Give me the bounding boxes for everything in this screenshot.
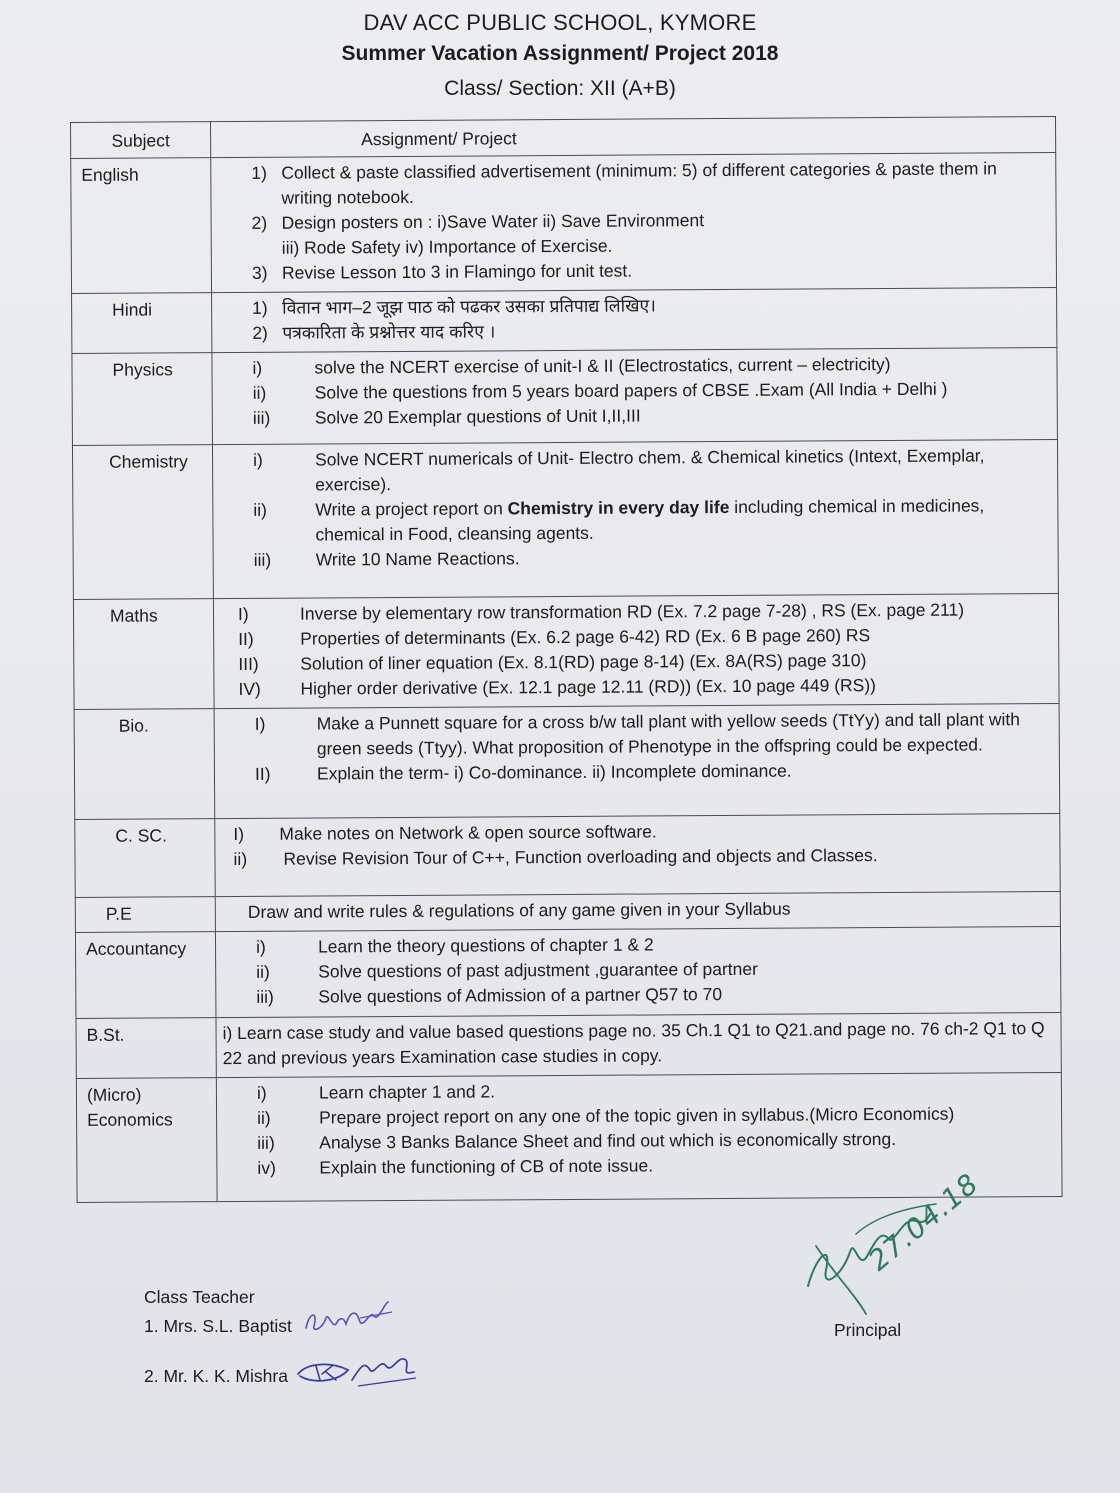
item-text: Explain the term- i) Co-dominance. ii) Incomplete dominance. — [316, 760, 792, 784]
item-text: Solve questions of past adjustment ,guarantee of partner — [318, 958, 758, 982]
item-number: IV) — [238, 678, 261, 699]
principal-signature-date: 27.04.18 — [862, 1166, 985, 1278]
assignment-column-header: Assignment/ Project — [211, 116, 1056, 157]
assignment-chemistry — [212, 439, 1058, 598]
item-text: Inverse by elementary row transformation RD (Ex. 7.2 page 7-28) , RS (Ex. page 211) — [299, 599, 965, 624]
item-text: Design posters on : i)Save Water ii) Save Environment — [281, 210, 705, 233]
item-text: Analyse 3 Banks Balance Sheet and find out which is economically strong. — [319, 1128, 897, 1153]
item-number: 2) — [252, 322, 268, 343]
subject-economics — [76, 1078, 217, 1203]
list-item — [254, 543, 1048, 573]
item-number — [252, 236, 282, 261]
subject-economics-line2: Economics — [87, 1109, 173, 1130]
item-number: 1) — [252, 297, 268, 318]
item-number: ii) — [233, 848, 248, 870]
table-row — [72, 439, 1058, 599]
item-number: ii) — [252, 382, 267, 403]
table-row — [72, 347, 1058, 445]
item-text: Solve NCERT numericals of Unit- Electro chem. & Chemical kinetics (Intext, Exemplar, exercise). — [315, 445, 985, 495]
assignment-business-studies: i) Learn case study and value based questions page no. 35 Ch.1 Q1 to Q21.and page no. 76 ch-2 Q1 to Q 22 and previous years Examination case studies in copy. — [216, 1012, 1061, 1077]
list-item — [233, 842, 1049, 872]
item-number: II) — [238, 628, 254, 649]
subject-physics: Physics — [72, 353, 213, 446]
item-text-start: Write a project report on — [315, 498, 508, 520]
subject-english: English — [71, 158, 212, 294]
table-row — [76, 1012, 1061, 1078]
item-number: i) — [255, 936, 266, 957]
table-row — [72, 287, 1057, 353]
assignment-physics — [212, 347, 1058, 444]
school-name: DAV ACC PUBLIC SCHOOL, KYMORE — [363, 10, 757, 35]
item-number: i) — [253, 449, 263, 470]
item-number: i) — [256, 1082, 267, 1103]
assignment-english — [211, 152, 1057, 292]
subject-economics-line1: (Micro) — [86, 1084, 142, 1105]
item-number: I) — [254, 713, 266, 734]
item-text-bold: Chemistry in every day life — [507, 496, 730, 519]
assignment-computer-science — [215, 813, 1060, 896]
list-item — [256, 980, 1050, 1010]
list-item — [255, 757, 1049, 787]
item-text — [315, 493, 1047, 547]
subject-maths: Maths — [73, 599, 214, 710]
assignment-hindi — [212, 287, 1057, 352]
item-text: Write 10 Name Reactions. — [315, 548, 520, 570]
item-text: Revise Lesson 1to 3 in Flamingo for unit test. — [281, 260, 633, 283]
table-row — [75, 813, 1060, 897]
table-header-row — [71, 116, 1056, 158]
item-number: II) — [254, 763, 271, 784]
item-text: वितान भाग–2 जूझ पाठ को पढकर उसका प्रतिपाद्य लिखिए। — [282, 295, 656, 318]
list-item — [255, 707, 1049, 762]
item-number: I) — [233, 823, 245, 845]
subject-pe: P.E — [75, 897, 215, 933]
assignment-table — [70, 116, 1063, 1203]
item-text: Properties of determinants (Ex. 6.2 page 6-42) RD (Ex. 6 B page 260) RS — [300, 625, 871, 649]
item-text: iii) Rode Safety iv) Importance of Exercise. — [281, 235, 613, 258]
table-row — [73, 593, 1059, 709]
list-item — [238, 672, 1048, 702]
item-number: ii) — [256, 961, 270, 982]
item-text: Prepare project report on any one of the topic given in syllabus.(Micro Economics) — [319, 1103, 955, 1128]
item-text: Solve 20 Exemplar questions of Unit I,II,III — [314, 405, 641, 428]
item-number: III) — [238, 653, 259, 674]
subject-business-studies: B.St. — [76, 1018, 216, 1079]
subject-chemistry: Chemistry — [72, 445, 213, 600]
item-number: 3) — [251, 262, 268, 283]
item-text: Make notes on Network & open source software. — [279, 821, 657, 844]
list-item — [257, 1151, 1051, 1181]
subject-computer-science: C. SC. — [75, 819, 215, 898]
table-row — [75, 926, 1061, 1018]
teacher-2-name: 2. Mr. K. K. Mishra — [144, 1366, 288, 1386]
list-item — [253, 493, 1047, 548]
item-number: i) — [252, 357, 263, 378]
document-title: Summer Vacation Assignment/ Project 2018 — [341, 42, 779, 65]
item-text: Make a Punnett square for a cross b/w tall plant with yellow seeds (TtYy) and tall plant with green seeds (Ttyy). What proposition of Phenotype in the offspring could be expected. — [316, 709, 1020, 759]
item-text: solve the NCERT exercise of unit-I & II (Electrostatics, current – electricity) — [314, 353, 891, 378]
list-item — [252, 316, 1046, 346]
subject-bio: Bio. — [74, 709, 215, 820]
item-text: Revise Revision Tour of C++, Function overloading and objects and Classes. — [283, 845, 878, 869]
item-number: I) — [237, 603, 249, 624]
item-number: 1) — [251, 162, 267, 183]
subject-hindi: Hindi — [72, 293, 212, 354]
list-item — [251, 156, 1045, 211]
item-number: ii) — [253, 499, 268, 520]
item-text: Collect & paste classified advertisement (minimum: 5) of different categories & paste them in writing notebook. — [281, 158, 997, 208]
table-row — [75, 891, 1060, 932]
assignment-bio — [214, 703, 1060, 818]
subject-accountancy: Accountancy — [75, 932, 216, 1019]
assignment-economics — [216, 1072, 1062, 1201]
item-text: Explain the functioning of CB of note issue. — [319, 1155, 654, 1178]
item-number: iii) — [253, 549, 272, 570]
item-number: iii) — [252, 407, 271, 428]
item-text: पत्रकारिता के प्रश्नोत्तर याद करिए । — [282, 321, 496, 343]
class-section: Class/ Section: XII (A+B) — [444, 77, 676, 100]
item-text: Higher order derivative (Ex. 12.1 page 12.11 (RD)) (Ex. 10 page 449 (RS)) — [300, 675, 877, 699]
item-text: Solve the questions from 5 years board papers of CBSE .Exam (All India + Delhi ) — [314, 378, 948, 403]
assignment-maths — [213, 593, 1059, 708]
list-item — [253, 443, 1047, 498]
item-number: ii) — [257, 1107, 271, 1128]
item-text: Learn chapter 1 and 2. — [318, 1081, 496, 1103]
assignment-pe: Draw and write rules & regulations of any game given in your Syllabus — [215, 891, 1060, 931]
table-row — [76, 1072, 1062, 1202]
teacher-1-name: 1. Mrs. S.L. Baptist — [144, 1316, 292, 1336]
class-teacher-label: Class Teacher — [144, 1287, 255, 1307]
assignment-accountancy — [215, 926, 1061, 1017]
item-number: 2) — [251, 212, 268, 233]
item-number: iv) — [257, 1157, 276, 1178]
item-text: Solve questions of Admission of a partner Q57 to 70 — [318, 984, 723, 1007]
item-text: Learn the theory questions of chapter 1 & 2 — [317, 934, 654, 957]
item-text: Solution of liner equation (Ex. 8.1(RD) page 8-14) (Ex. 8A(RS) page 310) — [300, 650, 867, 674]
subject-column-header: Subject — [71, 122, 211, 159]
table-row — [71, 152, 1057, 293]
item-text-end: including chemical in medicines, chemical in Food, cleansing agents. — [315, 495, 985, 545]
item-number: iii) — [256, 986, 274, 1007]
list-item — [253, 401, 1047, 431]
teacher-2-signature — [288, 1340, 428, 1392]
list-item — [252, 256, 1046, 286]
item-number: iii) — [257, 1132, 275, 1153]
principal-label: Principal — [834, 1320, 902, 1340]
table-row — [74, 703, 1060, 819]
teacher-1-signature — [300, 1298, 400, 1340]
